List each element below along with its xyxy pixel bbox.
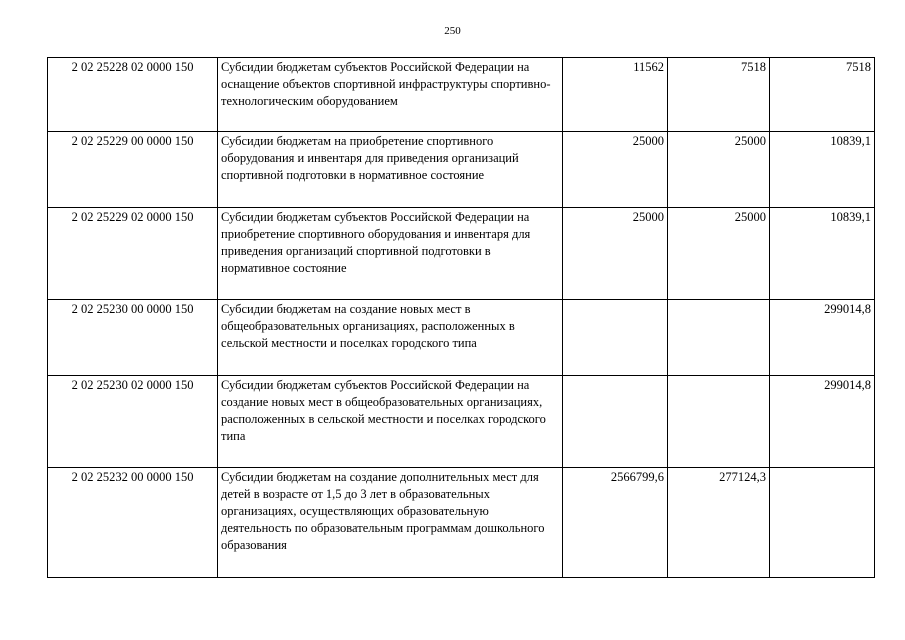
revenue-name-cell: Субсидии бюджетам субъектов Российской Федерации на создание новых мест в общеобразовательных организациях, расположенных в сельской местности и поселках городского типа: [218, 376, 563, 468]
revenue-name-cell: Субсидии бюджетам на создание новых мест в общеобразовательных организациях, расположенных в сельской местности и поселках городского типа: [218, 300, 563, 376]
amount-cell-3: [770, 468, 875, 578]
budget-code-cell: 2 02 25228 02 0000 150: [48, 58, 218, 132]
amount-cell-3: 7518: [770, 58, 875, 132]
amount-cell-1: [563, 300, 668, 376]
amount-cell-2: 277124,3: [668, 468, 770, 578]
amount-cell-2: 25000: [668, 132, 770, 208]
amount-cell-2: 7518: [668, 58, 770, 132]
amount-cell-1: 25000: [563, 132, 668, 208]
amount-cell-2: 25000: [668, 208, 770, 300]
amount-cell-2: [668, 300, 770, 376]
amount-cell-1: 11562: [563, 58, 668, 132]
budget-code-cell: 2 02 25229 02 0000 150: [48, 208, 218, 300]
budget-code-cell: 2 02 25230 00 0000 150: [48, 300, 218, 376]
amount-cell-2: [668, 376, 770, 468]
budget-code-cell: 2 02 25232 00 0000 150: [48, 468, 218, 578]
budget-code-cell: 2 02 25230 02 0000 150: [48, 376, 218, 468]
table-row: [48, 300, 875, 376]
table-row: [48, 468, 875, 578]
revenue-name-cell: Субсидии бюджетам на приобретение спортивного оборудования и инвентаря для приведения организаций спортивной подготовки в нормативное состояние: [218, 132, 563, 208]
amount-cell-1: 25000: [563, 208, 668, 300]
amount-cell-3: 10839,1: [770, 208, 875, 300]
revenue-name-cell: Субсидии бюджетам на создание дополнительных мест для детей в возрасте от 1,5 до 3 лет в образовательных организациях, осуществляющих образовательную деятельность по образовательным программам дошкольного образования: [218, 468, 563, 578]
budget-code-cell: 2 02 25229 00 0000 150: [48, 132, 218, 208]
amount-cell-1: [563, 376, 668, 468]
table-row: [48, 208, 875, 300]
table-row: [48, 132, 875, 208]
revenue-name-cell: Субсидии бюджетам субъектов Российской Федерации на оснащение объектов спортивной инфраструктуры спортивно-технологическим оборудованием: [218, 58, 563, 132]
amount-cell-3: 299014,8: [770, 376, 875, 468]
table-row: [48, 376, 875, 468]
revenue-name-cell: Субсидии бюджетам субъектов Российской Федерации на приобретение спортивного оборудования и инвентаря для приведения организаций спортивной подготовки в нормативное состояние: [218, 208, 563, 300]
budget-revenue-table: [47, 57, 875, 578]
page-number: 250: [444, 25, 461, 37]
amount-cell-1: 2566799,6: [563, 468, 668, 578]
amount-cell-3: 299014,8: [770, 300, 875, 376]
table-row: [48, 58, 875, 132]
amount-cell-3: 10839,1: [770, 132, 875, 208]
